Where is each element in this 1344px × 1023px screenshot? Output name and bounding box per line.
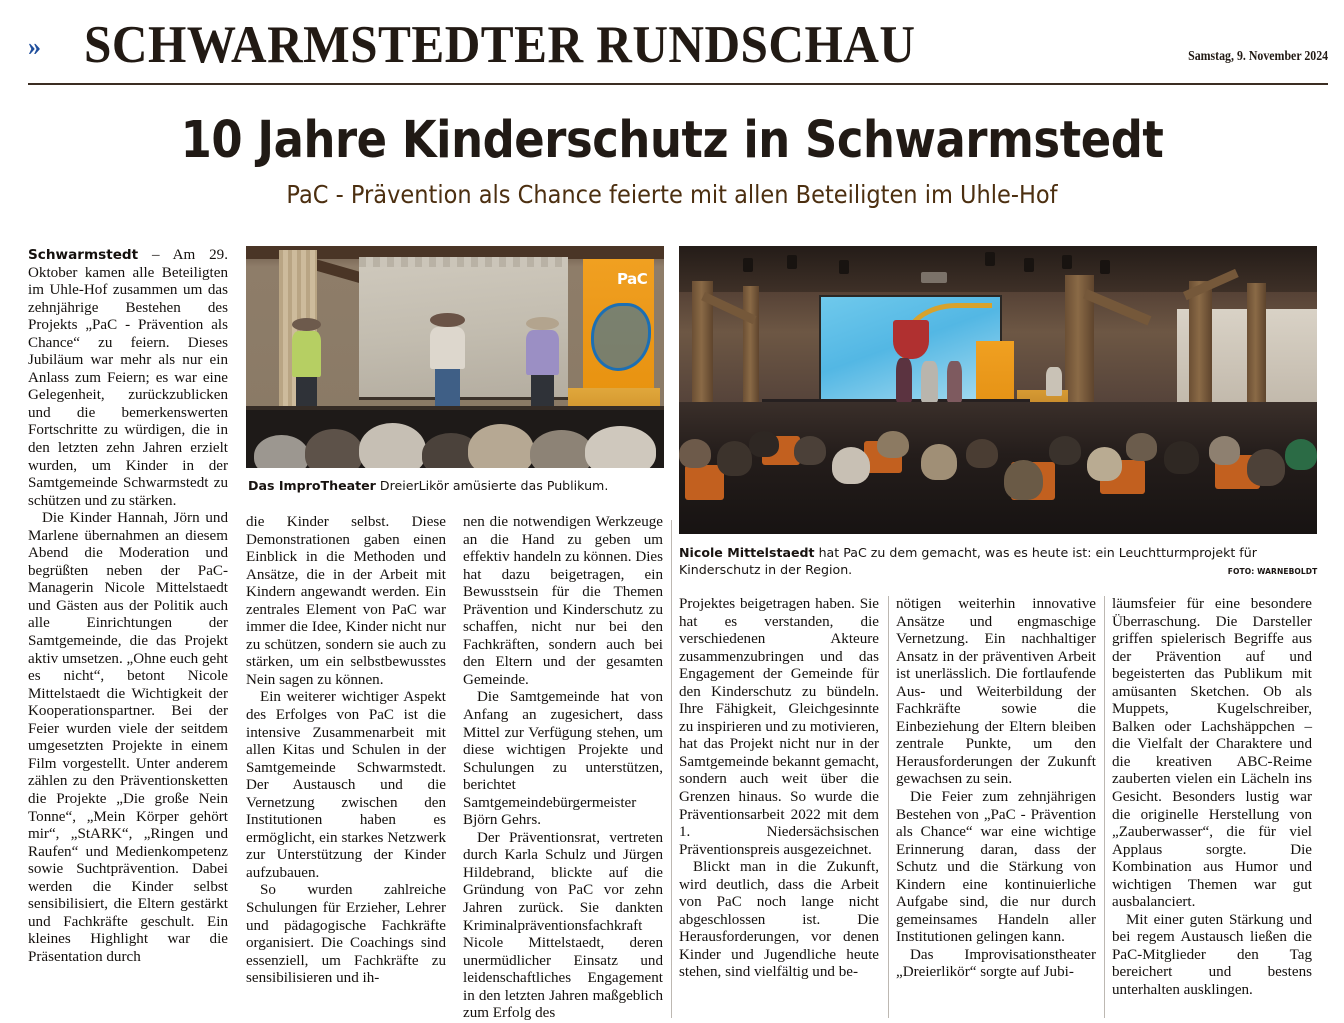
caption-text: hat PaC zu dem gemacht, was es heute ist: ein Leuchtturmprojekt für Kinderschutz in der Region. [679, 545, 1257, 577]
audience-head [717, 441, 752, 475]
speaker-at-lectern [1046, 367, 1063, 396]
caption-text: DreierLikör amüsierte das Publikum. [375, 478, 609, 493]
performer-left [292, 318, 321, 419]
caption-hall-audience [679, 544, 1317, 578]
stage-light [985, 252, 995, 266]
chair [685, 465, 723, 499]
audience-foreground [246, 410, 664, 468]
stage-light [743, 258, 753, 272]
performer-head [430, 313, 466, 327]
performer-head [526, 317, 559, 330]
banner-swoosh [591, 303, 651, 371]
audience-seating [679, 402, 1317, 534]
child-on-stage [921, 361, 938, 401]
column-divider [671, 520, 672, 1018]
headline-block [0, 112, 1344, 210]
projector [921, 272, 947, 283]
audience-head [832, 447, 870, 484]
paragraph: Ein weiterer wichtiger Aspekt des Erfolges von PaC ist die intensive Zusammenarbeit mit allen Kitas und Schulen in der Samtgemeinde Schwarmstedt. Der Austausch und die Vernetzung zwischen den Institutionen haben es ermöglicht, ein starkes Netzwerk zur Unterstützung der Kinder aufzubauen. [246, 689, 446, 881]
photo-hall-audience [679, 246, 1317, 534]
audience-head [1164, 441, 1199, 474]
article-headline: 10 Jahre Kinderschutz in Schwarmstedt [180, 111, 1164, 170]
audience-head [966, 439, 998, 468]
paragraph-text: – Am 29. Oktober kamen alle Beteiligten im Uhle-Hof zusammen um das zehnjährige Bestehen des Projekts „PaC - Prävention als Chance“ zu feiern. Dieses Jubiläum war mehr als nur ein Anlass zum Feiern; es war eine Gelegenheit, zurückzublicken und die bemerkenswerten Fortschritte zu würdigen, die in den letzten zehn Jahren erzielt wurden, um Kinder in der Samtgemeinde Schwarmstedt zu schützen und zu stärken. [28, 247, 228, 509]
caption-improtheater [248, 477, 664, 494]
audience-head [585, 426, 656, 468]
child-on-stage [947, 361, 962, 401]
paragraph: nötigen weiterhin innovative Ansätze und engmaschige Vernetzung. Ein nachhaltiger Ansatz in der präventiven Arbeit ist unerlässlich. Die fortlaufende Aus- und Weiterbildung der Fachkräfte sowie die Einbeziehung der Eltern bleiben zentrale Punkte, um den Herausforderungen der Zukunft gewachsen zu sein. [896, 596, 1096, 788]
paragraph: Die Feier zum zehnjährigen Bestehen von „PaC - Prävention als Chance“ war eine wichtige Erinnerung daran, dass der Schutz und die Stärkung von Kindern eine kontinuierliche Aufgabe sind, die nur durch gemeinsames Handeln aller Institutionen gelingen kann. [896, 789, 1096, 946]
audience-head [1049, 436, 1081, 465]
audience-head [305, 429, 364, 468]
column-divider [1104, 596, 1105, 1018]
paragraph: Die Kinder Hannah, Jörn und Marlene übernahmen an diesem Abend die Moderation und begrüßten neben der PaC-Managerin Nicole Mittelstaedt und Gästen aus der Politik auch alle Einrichtungen der Samtgemeinde, die das Projekt aktiv umsetzen. „Ohne euch geht es nicht“, betont Nicole Mittelstaedt die Wichtigkeit der Kooperationspartner. Bei der Feier wurden viele der seitdem umgesetzten Projekte in einem Film vorgestellt. Unter anderem zählen zu den Präventionsketten die Projekte „Die große Nein Tonne“, „Mein Körper gehört mir“, „StARK“, „Ringen und Raufen“ und Medienkompetenz sowie Suchtprävention. Dabei werden die Kinder selbst sensibilisiert, die Eltern gestärkt und Fachkräfte geschult. Ein kleines Highlight war die Präsentation durch [28, 510, 228, 965]
article-column-3 [463, 514, 663, 1023]
audience-head [1247, 449, 1285, 486]
audience-head [794, 436, 826, 465]
double-chevron-icon: » [28, 32, 38, 61]
masthead-divider [28, 83, 1328, 85]
issue-date: Samstag, 9. November 2024 [1187, 48, 1328, 63]
article-column-6 [1112, 596, 1312, 1000]
performer-torso [292, 331, 321, 377]
performer-right [526, 317, 559, 419]
hall-ceiling [679, 246, 1317, 292]
paragraph [28, 247, 228, 510]
photo-credit: FOTO: WARNEBOLDT [1227, 566, 1317, 576]
paragraph: So wurden zahlreiche Schulungen für Erzieher, Lehrer und pädagogische Fachkräfte organisiert. Die Coachings sind essenziell, um Fachkräfte zu sensibilisieren und ih- [246, 882, 446, 987]
audience-head [530, 430, 593, 468]
performer-torso [526, 330, 559, 375]
column-divider [888, 596, 889, 1018]
caption-lead: Das ImproTheater [248, 478, 376, 493]
child-on-stage [896, 358, 913, 401]
paragraph: Blickt man in die Zukunft, wird deutlich, dass die Arbeit von PaC noch lange nicht abgeschlossen ist. Die Herausforderungen, vor denen Kinder und Jugendliche heute stehen, sind vielfältig und be- [679, 859, 879, 981]
caption-lead: Nicole Mittelstaedt [679, 545, 815, 560]
paragraph: Die Samtgemeinde hat von Anfang an zugesichert, dass Mittel zur Verfügung stehen, um diese wichtigen Projekte und Schulungen zu unterstützen, berichtet Samtgemeindebürgermeister Björn Gehrs. [463, 689, 663, 829]
performer-torso [430, 327, 466, 369]
audience-head [877, 431, 909, 459]
stage-light [1100, 260, 1110, 274]
paragraph: Projektes beigetragen haben. Sie hat es verstanden, die verschiedenen Akteure zusammenzubringen und das Engagement der Gemeinde für den Kinderschutz zu bündeln. Ihre Fähigkeit, Gleichgesinnte zu inspirieren und zu motivieren, hat das Projekt nicht nur in der Samtgemeinde bekannt gemacht, sondern auch weit über die Grenzen hinaus. So wurde die Präventionsarbeit 2022 mit dem 1. Niedersächsischen Präventionspreis ausgezeichnet. [679, 596, 879, 858]
paragraph: Mit einer guten Stärkung und bei regem Austausch ließen die PaC-Mitglieder den Tag bereichert und bestens unterhalten ausklingen. [1112, 911, 1312, 999]
audience-head [1285, 439, 1317, 471]
article-column-1 [28, 247, 228, 966]
masthead [0, 0, 1344, 86]
audience-head [1126, 433, 1158, 461]
article-column-2 [246, 514, 446, 988]
audience-head [1004, 460, 1042, 500]
audience-head [359, 423, 426, 468]
audience-head [1209, 436, 1241, 465]
performer-center [430, 313, 466, 419]
pac-banner-label: PaC [617, 270, 648, 289]
stage-light [1024, 258, 1034, 272]
paragraph: läumsfeier für eine besondere Überraschung. Die Darsteller griffen spielerisch Begriffe aus der Prävention auf und begeisterten das Publikum mit amüsanten Sketchen. Ob als Muppets, Kugelschreiber, Balken oder Lachshäppchen – die Vielfalt der Charaktere und die kreativen ABC-Reime zauberten vielen ein Lächeln ins Gesicht. Besonders lustig war die originelle Herstellung von „Zauberwasser“, die für viel Applaus sorgte. Die Kombination aus Humor und wichtigen Themen war gut ausbalanciert. [1112, 596, 1312, 911]
paragraph: die Kinder selbst. Diese Demonstrationen gaben einen Einblick in die Methoden und Ansätze, die in der Arbeit mit Kindern angewandt werden. Ein zentrales Element von PaC war immer die Idee, Kinder nicht nur zu schützen, sondern sie auch zu stärken, um ein selbstbewusstes Nein sagen zu können. [246, 514, 446, 688]
article-subheadline: PaC - Prävention als Chance feierte mit allen Beteiligten im Uhle-Hof [286, 180, 1058, 209]
paragraph: Das Improvisationstheater „Dreierlikör“ sorgte auf Jubi- [896, 946, 1096, 981]
paragraph: nen die notwendigen Werkzeuge an die Hand zu geben um effektiv handeln zu können. Dies hat dazu beigetragen, ein Bewusstsein für die Themen Prävention und Kinderschutz zu schaffen, nicht nur bei den Fachkräften, sondern auch bei den Eltern und der gesamten Gemeinde. [463, 514, 663, 688]
audience-head [749, 431, 778, 457]
stage-light [839, 260, 849, 274]
audience-head [468, 424, 535, 468]
audience-head [679, 439, 711, 468]
audience-head [1087, 447, 1122, 481]
article-column-4 [679, 596, 879, 982]
coat-of-arms [893, 320, 929, 359]
stage-light [1062, 255, 1072, 269]
publication-title: SCHWARMSTEDTER RUNDSCHAU [84, 16, 916, 74]
photo-improtheater [246, 246, 664, 468]
stage-light [787, 255, 797, 269]
performer-head [292, 318, 321, 331]
dateline: Schwarmstedt [28, 247, 139, 263]
article-column-5 [896, 596, 1096, 982]
audience-head [254, 435, 308, 468]
audience-head [921, 444, 956, 480]
paragraph: Der Präventionsrat, vertreten durch Karla Schulz und Jürgen Hildebrand, blickte auf die Gründung von PaC vor zehn Jahren zurück. Sie dankten Kriminalpräventionsfachkraft Nicole Mittelstaedt, deren unermüdlicher Einsatz und leidenschaftliches Engagement in den letzten Jahren maßgeblich zum Erfolg des [463, 829, 663, 1022]
